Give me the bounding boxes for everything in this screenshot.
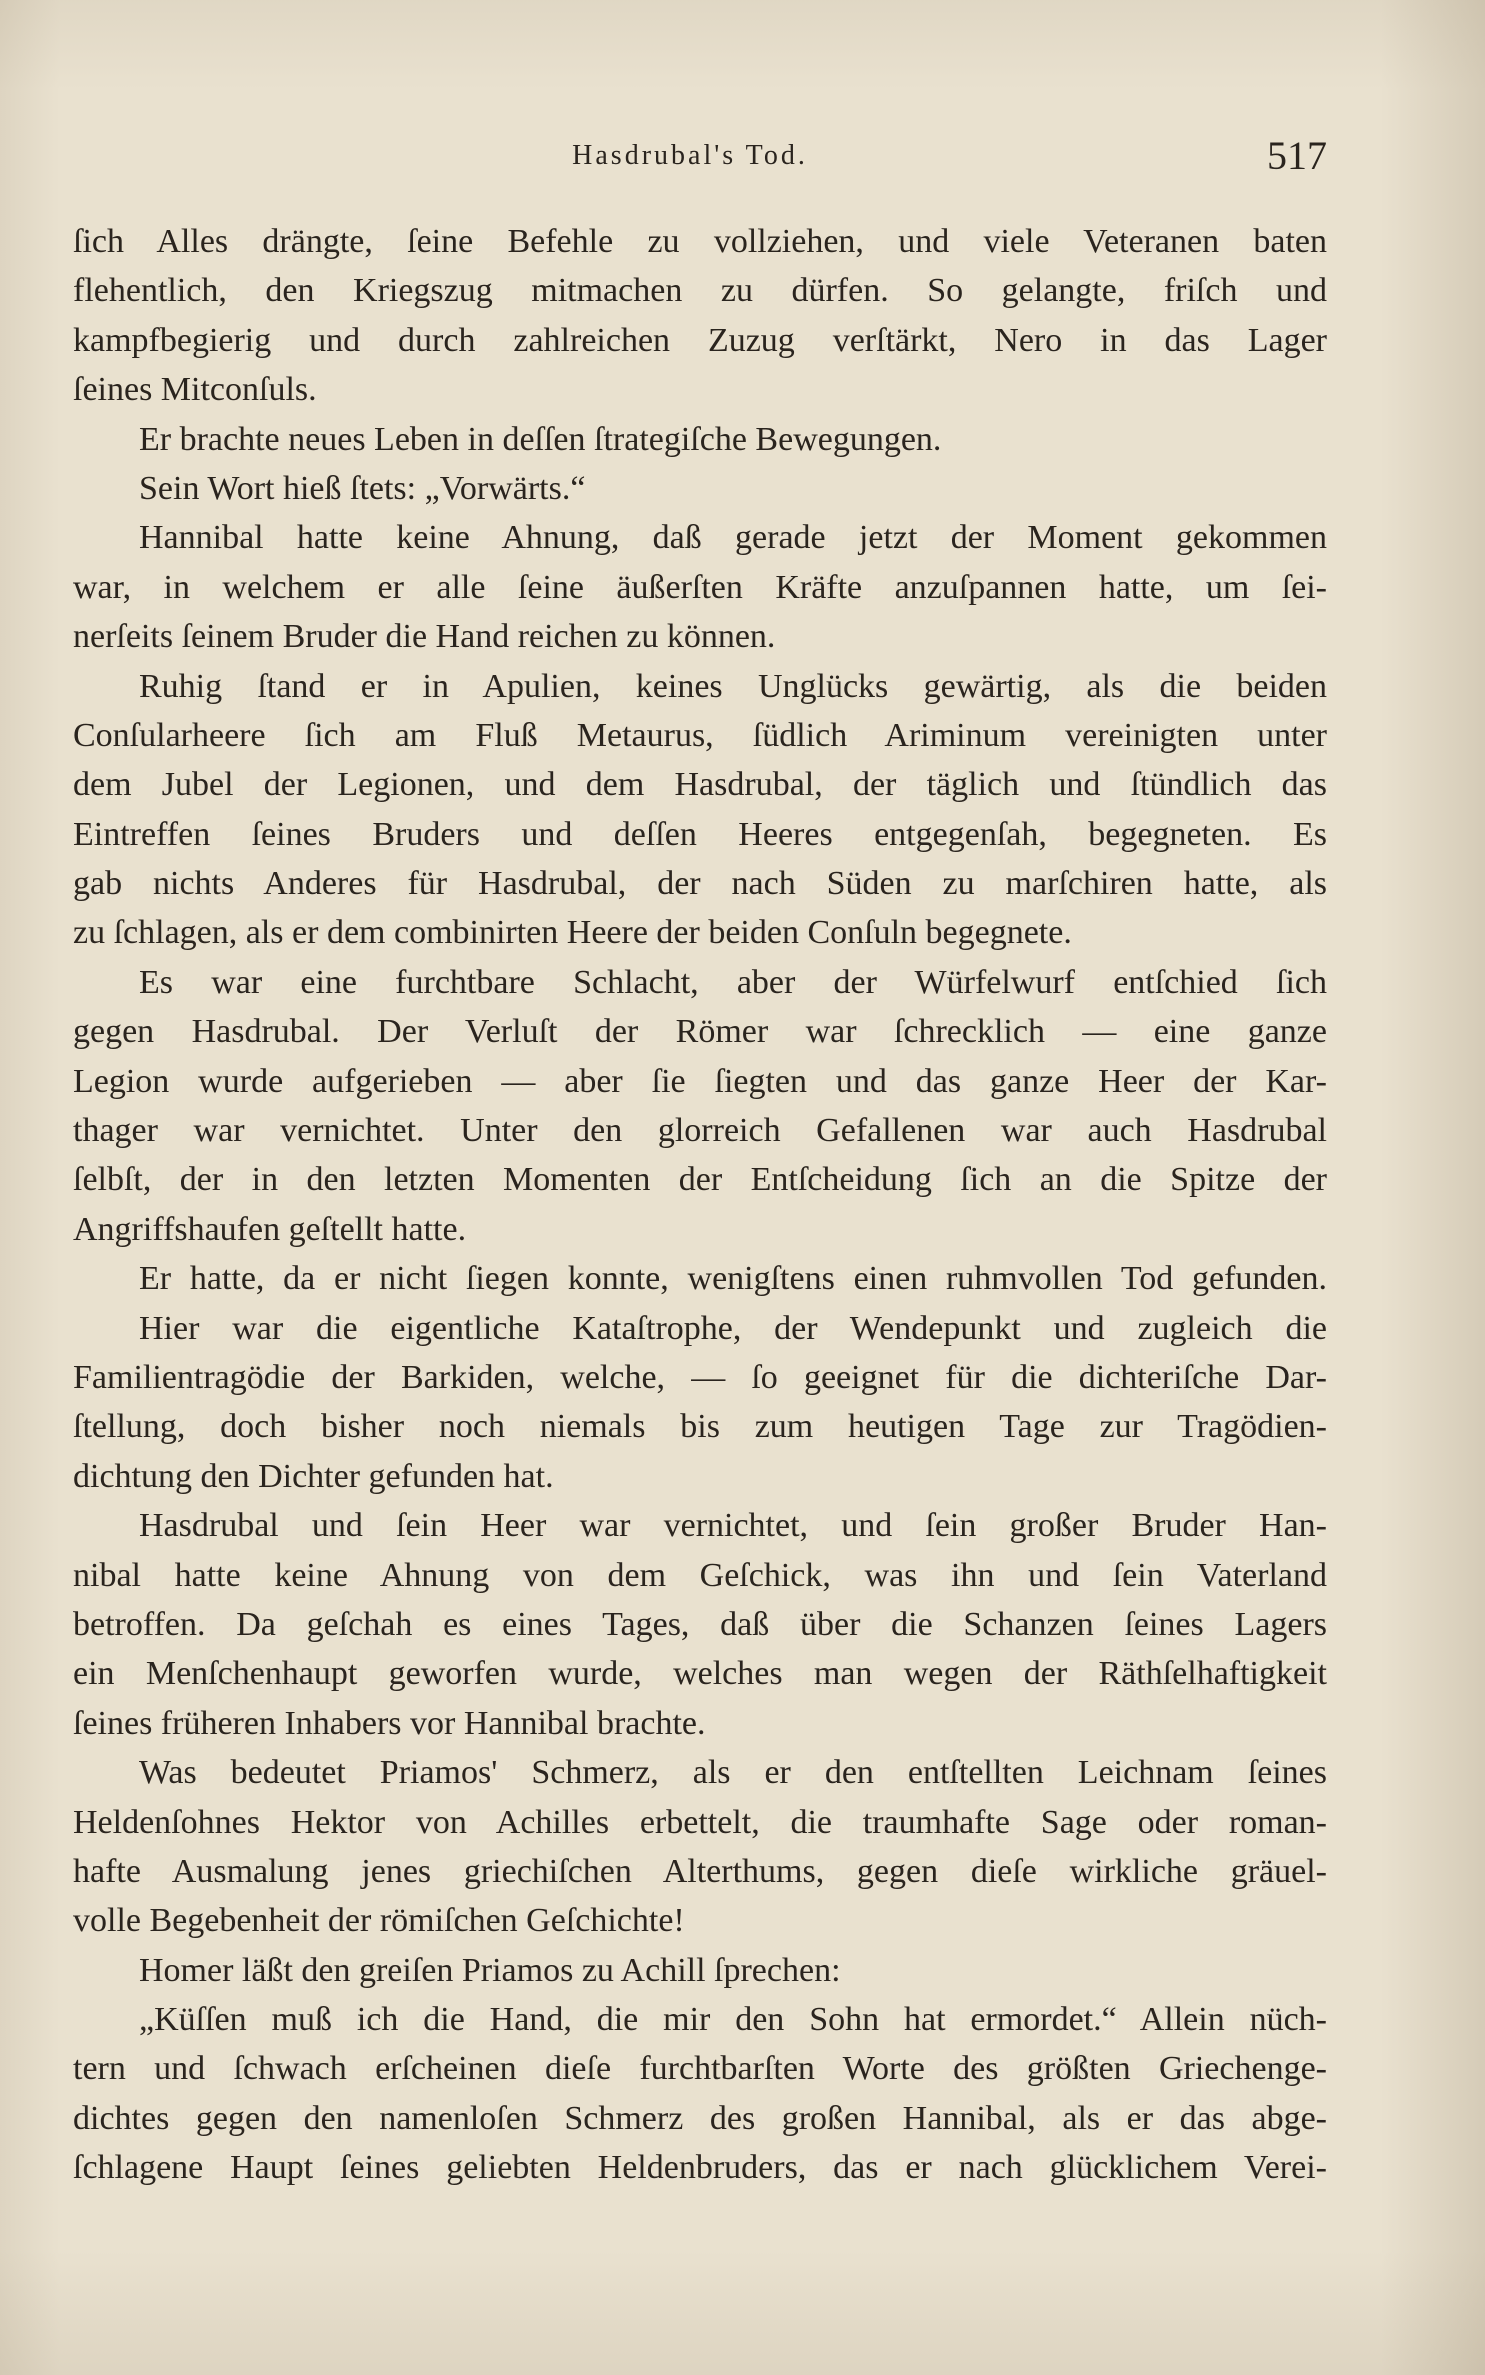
paragraph [73,1254,1327,1303]
paragraph [73,513,1327,661]
paragraph [73,1995,1327,2193]
paragraph [73,217,1327,415]
text-line: ſelbſt, der in den letzten Momenten der Entſcheidung ſich an die Spitze der [73,1161,1327,1199]
text-line: gab nichts Anderes für Hasdrubal, der nach Süden zu marſchiren hatte, als [73,865,1327,903]
text-line: Angriffshaufen geſtellt hatte. [73,1210,467,1248]
text-line: Familientragödie der Barkiden, welche, — ſo geeignet für die dichteriſche Dar- [73,1358,1327,1396]
text-line: volle Begebenheit der römiſchen Geſchichte! [73,1902,685,1940]
text-line: Heldenſohnes Hektor von Achilles erbettelt, die traumhafte Sage oder roman- [73,1803,1327,1841]
text-line: Legion wurde aufgerieben — aber ſie ſiegten und das ganze Heer der Kar- [73,1062,1327,1100]
text-line: dichtung den Dichter gefunden hat. [73,1457,554,1495]
text-line: Hannibal hatte keine Ahnung, daß gerade jetzt der Moment gekommen [139,519,1327,557]
text-line: ſich Alles drängte, ſeine Befehle zu vollziehen, und viele Veteranen baten [73,223,1327,260]
text-line: dichtes gegen den namenloſen Schmerz des großen Hannibal, als er das abge- [73,2099,1327,2137]
paragraph [73,415,1327,464]
text-line: Ruhig ſtand er in Apulien, keines Unglücks gewärtig, als die beiden [139,667,1327,705]
text-line: thager war vernichtet. Unter den glorreich Gefallenen war auch Hasdrubal [73,1112,1327,1150]
paragraph [73,662,1327,958]
paragraph [73,1501,1327,1748]
text-line: Hasdrubal und ſein Heer war vernichtet, und ſein großer Bruder Han- [139,1507,1327,1545]
body-text [73,217,1327,2193]
paragraph [73,1946,1327,1995]
text-line: Hier war die eigentliche Kataſtrophe, der Wendepunkt und zugleich die [139,1309,1327,1347]
text-line: nibal hatte keine Ahnung von dem Geſchick, was ihn und ſein Vaterland [73,1556,1327,1594]
text-line: Eintreffen ſeines Bruders und deſſen Heeres entgegenſah, begegneten. Es [73,815,1327,853]
text-line: war, in welchem er alle ſeine äußerſten Kräfte anzuſpannen hatte, um ſei- [73,568,1327,606]
text-line: Homer läßt den greiſen Priamos zu Achill ſprechen: [139,1951,841,1989]
text-line: Was bedeutet Priamos' Schmerz, als er den entſtellten Leichnam ſeines [139,1754,1327,1792]
text-line: ein Menſchenhaupt geworfen wurde, welches man wegen der Räthſelhaftigkeit [73,1655,1327,1693]
text-line: gegen Hasdrubal. Der Verluſt der Römer war ſchrecklich — eine ganze [73,1013,1327,1051]
text-line: kampfbegierig und durch zahlreichen Zuzug verſtärkt, Nero in das Lager [73,321,1327,359]
paragraph [73,464,1327,513]
text-line: betroffen. Da geſchah es eines Tages, daß über die Schanzen ſeines Lagers [73,1605,1327,1643]
paragraph [73,1748,1327,1946]
text-line: Es war eine furchtbare Schlacht, aber der Würfelwurf entſchied ſich [139,963,1327,1001]
text-line: dem Jubel der Legionen, und dem Hasdrubal, der täglich und ſtündlich das [73,766,1327,804]
running-header-title: Hasdrubal's Tod. [572,140,808,171]
text-line: ſtellung, doch bisher noch niemals bis zum heutigen Tage zur Tragödien- [73,1408,1327,1446]
text-line: Er brachte neues Leben in deſſen ſtrategiſche Bewegungen. [139,420,942,458]
text-line: flehentlich, den Kriegszug mitmachen zu dürfen. So gelangte, friſch und [73,272,1327,310]
text-line: hafte Ausmalung jenes griechiſchen Alterthums, gegen dieſe wirkliche gräuel- [73,1852,1327,1890]
paragraph [73,958,1327,1254]
text-line: ſeines Mitconſuls. [73,371,317,409]
page-number: 517 [1267,133,1327,178]
text-line: ſchlagene Haupt ſeines geliebten Heldenbruders, das er nach glücklichem Verei- [73,2149,1327,2187]
text-line: ſeines früheren Inhabers vor Hannibal brachte. [73,1704,706,1742]
text-line: tern und ſchwach erſcheinen dieſe furchtbarſten Worte des größten Griechenge- [73,2050,1327,2088]
text-line: zu ſchlagen, als er dem combinirten Heere der beiden Conſuln begegnete. [73,914,1072,952]
text-line: „Küſſen muß ich die Hand, die mir den Sohn hat ermordet.“ Allein nüch- [139,2001,1327,2039]
text-line: Conſularheere ſich am Fluß Metaurus, ſüdlich Ariminum vereinigten unter [73,716,1327,754]
text-line: nerſeits ſeinem Bruder die Hand reichen zu können. [73,618,776,656]
text-line: Er hatte, da er nicht ſiegen konnte, wenigſtens einen ruhmvollen Tod gefunden. [139,1260,1327,1298]
paragraph [73,1304,1327,1502]
text-line: Sein Wort hieß ſtets: „Vorwärts.“ [139,469,586,507]
